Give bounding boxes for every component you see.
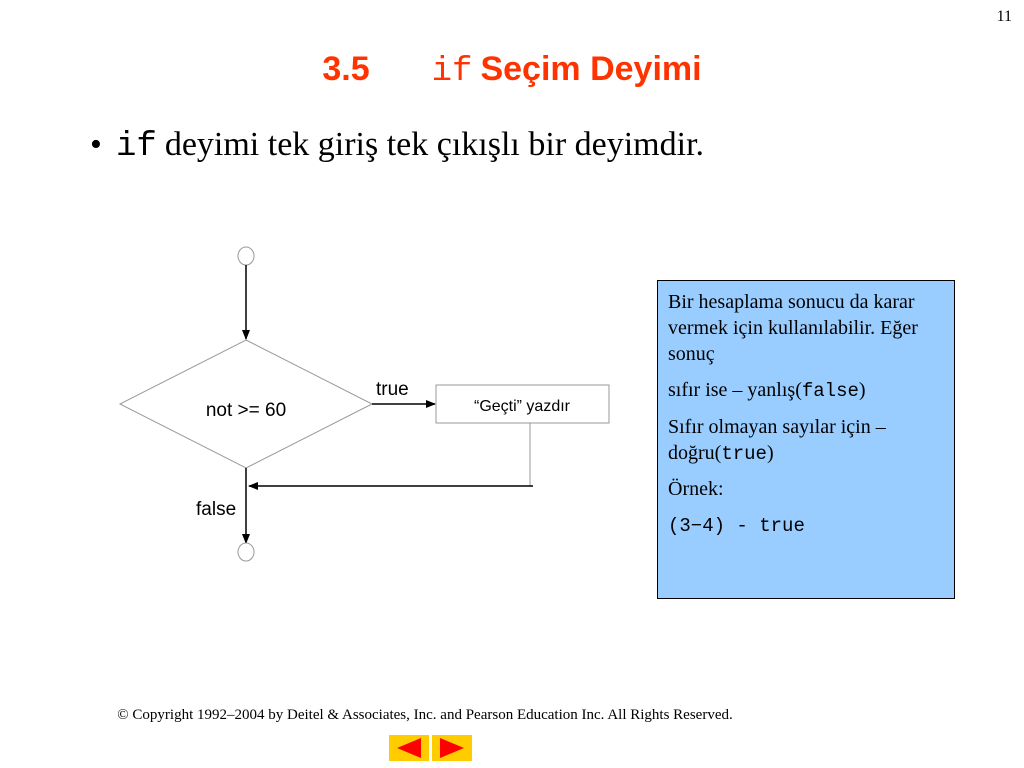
bullet-text: deyimi tek giriş tek çıkışlı bir deyimdir.: [164, 126, 705, 163]
true-label: true: [376, 379, 409, 400]
slide-number: 11: [996, 8, 1012, 25]
left-arrow-icon: [389, 735, 429, 761]
title-keyword: if: [431, 53, 473, 91]
title-text: Seçim Deyimi: [480, 50, 702, 88]
bullet-dot: •: [90, 126, 102, 163]
bullet-keyword: if: [116, 128, 157, 166]
note-line-5: (3−4) - true: [668, 515, 805, 538]
note-box: [657, 280, 955, 599]
previous-slide-button[interactable]: [389, 735, 429, 761]
note-line-3: Sıfır olmayan sayılar için – doğru(true): [668, 415, 886, 465]
end-node: [238, 543, 254, 561]
right-arrow-icon: [432, 735, 472, 761]
action-text: “Geçti” yazdır: [473, 398, 571, 415]
start-node: [238, 247, 254, 265]
note-line-2: sıfır ise – yanlış(false): [668, 379, 866, 402]
next-slide-button[interactable]: [432, 735, 472, 761]
decision-condition: not >= 60: [205, 400, 287, 421]
false-label: false: [196, 499, 237, 520]
title-number: 3.5: [322, 50, 370, 88]
copyright-footer: © Copyright 1992–2004 by Deitel & Associates, Inc. and Pearson Education Inc. All Rights Reserved.: [117, 707, 733, 723]
note-line-4: Örnek:: [668, 478, 724, 501]
note-line-1: Bir hesaplama sonucu da karar vermek için kullanılabilir. Eğer sonuç: [668, 291, 918, 365]
